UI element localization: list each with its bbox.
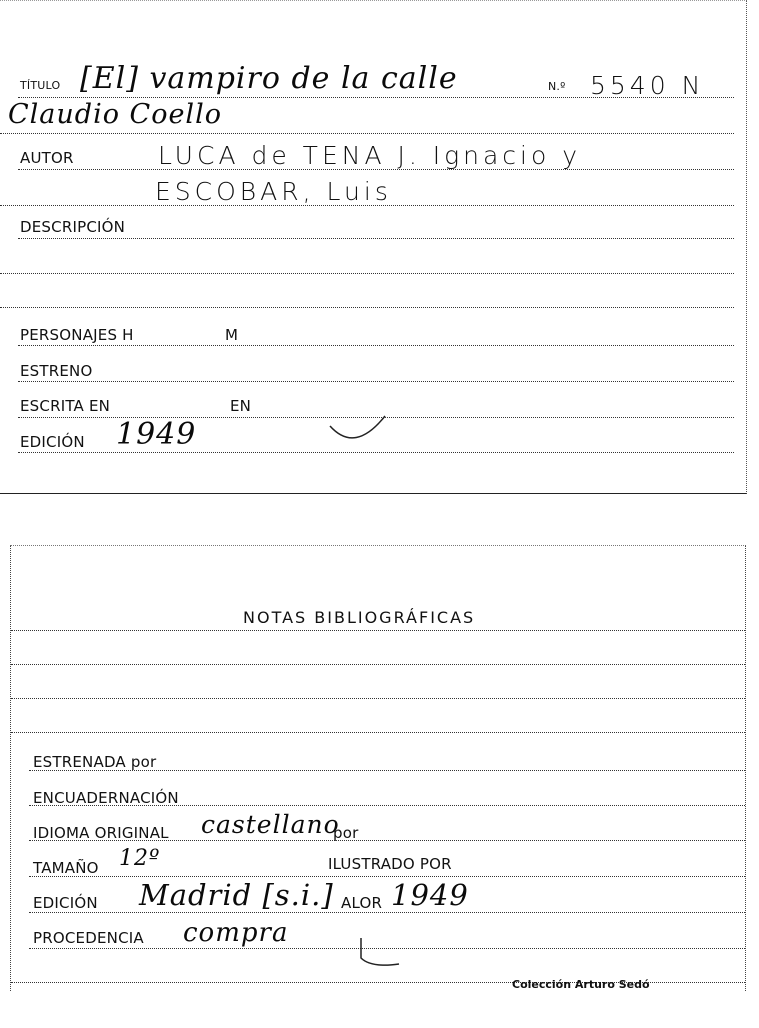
numero-value: 5540 N [590, 71, 705, 100]
descripcion-label: DESCRIPCIÓN [20, 218, 126, 236]
rule-titulo-cont [0, 133, 734, 134]
valor-value: 1949 [391, 878, 469, 912]
titulo-label: TÍTULO [20, 79, 61, 92]
edicion-b-label: EDICIÓN [33, 894, 98, 912]
rule-blank-1 [0, 273, 734, 274]
rule-descripcion [18, 238, 734, 239]
rule-notas [11, 630, 745, 631]
personajes-label: PERSONAJES H [20, 326, 134, 344]
rule-estreno [18, 381, 734, 382]
tamano-label: TAMAÑO [33, 859, 99, 877]
estreno-label: ESTRENO [20, 362, 93, 380]
tamano-value: 12º [119, 846, 161, 871]
colophon: Colección Arturo Sedó [512, 978, 650, 991]
encuadernacion-label: ENCUADERNACIÓN [33, 789, 179, 807]
procedencia-value: compra [183, 918, 289, 948]
idioma-por-label: por [333, 824, 359, 842]
idioma-label: IDIOMA ORIGINAL [33, 824, 169, 842]
rule-notas-1 [11, 664, 745, 665]
titulo-continuation: Claudio Coello [8, 99, 222, 130]
edicion-b-value: Madrid [s.i.] [139, 878, 334, 912]
numero-label: N.º [548, 80, 566, 93]
rule-notas-3 [11, 732, 745, 733]
punch-hole-arc-bottom [351, 936, 421, 976]
estrenada-label: ESTRENADA por [33, 753, 157, 771]
autor-line-2: ESCOBAR, Luis [155, 177, 392, 206]
autor-label: AUTOR [20, 149, 74, 167]
rule-edicion-b [29, 912, 745, 913]
edicion-label: EDICIÓN [20, 433, 85, 451]
catalog-card-top [0, 0, 747, 494]
rule-blank-2 [0, 307, 734, 308]
escrita-label: ESCRITA EN [20, 397, 111, 415]
rule-edicion [18, 452, 734, 453]
valor-label: ALOR [341, 894, 383, 912]
edicion-value: 1949 [116, 417, 197, 452]
catalog-card-bottom [10, 545, 746, 991]
personajes-m-label: M [225, 326, 239, 344]
procedencia-label: PROCEDENCIA [33, 929, 144, 947]
rule-notas-2 [11, 698, 745, 699]
punch-hole-arc [325, 406, 395, 446]
titulo-value: [El] vampiro de la calle [80, 61, 458, 96]
escrita-en-label: EN [230, 397, 252, 415]
ilustrado-label: ILUSTRADO POR [328, 855, 452, 873]
autor-line-1: LUCA de TENA J. Ignacio y [158, 141, 582, 170]
rule-tamano [29, 876, 745, 877]
rule-personajes [18, 345, 734, 346]
notas-heading: NOTAS BIBLIOGRÁFICAS [243, 608, 476, 627]
idioma-value: castellano [201, 810, 340, 839]
